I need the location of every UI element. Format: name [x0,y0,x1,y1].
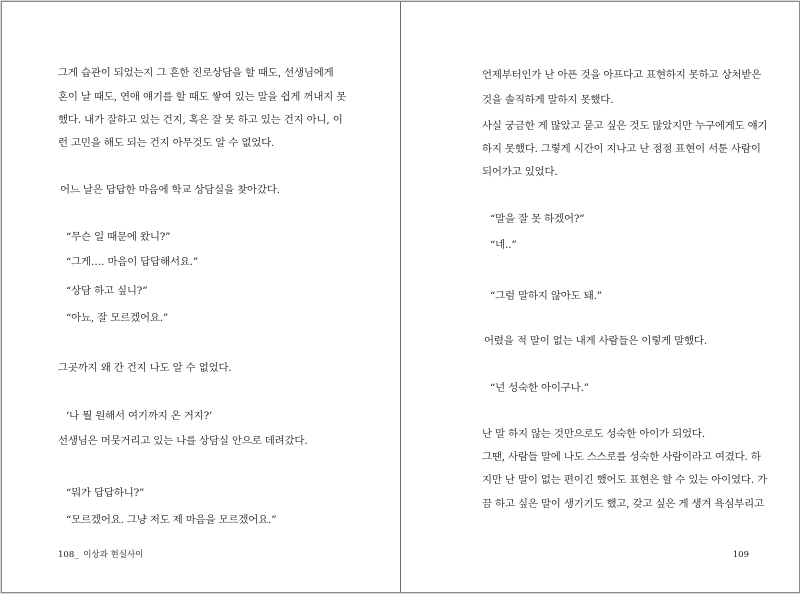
left-running-title: 이상과 현실사이 [83,550,144,560]
right-page-folio [733,549,749,561]
left-line-13: “뭐가 답답하니?” [66,487,145,499]
left-line-7: “그게…. 마음이 답답해서요.” [66,256,199,268]
right-line-8: “그럼 말하지 않아도 돼.” [490,290,602,302]
page-gutter [400,2,401,592]
left-line-6: “무슨 일 때문에 왔니?” [66,231,171,243]
right-line-7: “네..” [490,239,517,251]
right-line-5: 되어가고 있었다. [482,166,558,178]
left-page [2,2,400,592]
left-line-8: “상담 하고 싶니?” [66,285,148,297]
left-page-number: 108_ [58,550,79,560]
right-line-6: “말을 잘 못 하겠어?” [490,213,585,225]
left-page-folio [58,549,143,561]
right-page [402,2,799,592]
right-line-14: 끔 하고 싶은 말이 생기기도 했고, 갖고 싶은 게 생겨 욕심부리고 [482,498,764,510]
left-line-12: 선생님은 머뭇거리고 있는 나를 상담실 안으로 데려갔다. [58,435,308,447]
left-line-9: “아뇨, 잘 모르겠어요.” [66,312,169,324]
left-line-11: ‘나 뭘 원해서 여기까지 온 거지?’ [66,410,213,422]
left-line-4: 런 고민을 해도 되는 건지 아무것도 알 수 없었다. [58,137,275,149]
right-line-13: 지만 난 말이 없는 편이긴 했어도 표현은 할 수 있는 아이였다. 가 [482,474,768,486]
left-line-5: 어느 날은 답답한 마음에 학교 상담실을 찾아갔다. [60,184,280,196]
left-line-14: “모르겠어요. 그냥 저도 제 마음을 모르겠어요.” [66,514,277,526]
right-line-2: 것을 솔직하게 말하지 못했다. [482,94,614,106]
left-line-10: 그곳까지 왜 간 건지 나도 알 수 없었다. [58,362,232,374]
right-line-12: 그땐, 사람들 말에 나도 스스로를 성숙한 사람이라고 여겼다. 하 [482,451,761,463]
right-line-9: 어렸을 적 말이 없는 내게 사람들은 이렇게 말했다. [484,335,707,347]
right-page-number: 109 [732,550,749,560]
right-line-10: “넌 성숙한 아이구나.” [490,382,589,394]
right-line-11: 난 말 하지 않는 것만으로도 성숙한 아이가 되었다. [482,428,705,440]
book-spread [1,1,800,593]
right-line-3: 사실 궁금한 게 많았고 묻고 싶은 것도 많았지만 누구에게도 얘기 [482,120,768,132]
left-line-3: 했다. 내가 잘하고 있는 건지, 혹은 잘 못 하고 있는 건지 아니, 이 [58,114,343,126]
left-line-1: 그게 습관이 되었는지 그 흔한 진로상담을 할 때도, 선생님에게 [58,67,334,79]
left-line-2: 혼이 날 때도, 연애 얘기를 할 때도 쌓여 있는 말을 쉽게 꺼내지 못 [58,91,347,103]
right-line-4: 하지 못했다. 그렇게 시간이 지나고 난 점점 표현이 서툰 사람이 [482,143,761,155]
right-line-1: 언제부터인가 난 아픈 것을 아프다고 표현하지 못하고 상처받은 [482,69,762,81]
